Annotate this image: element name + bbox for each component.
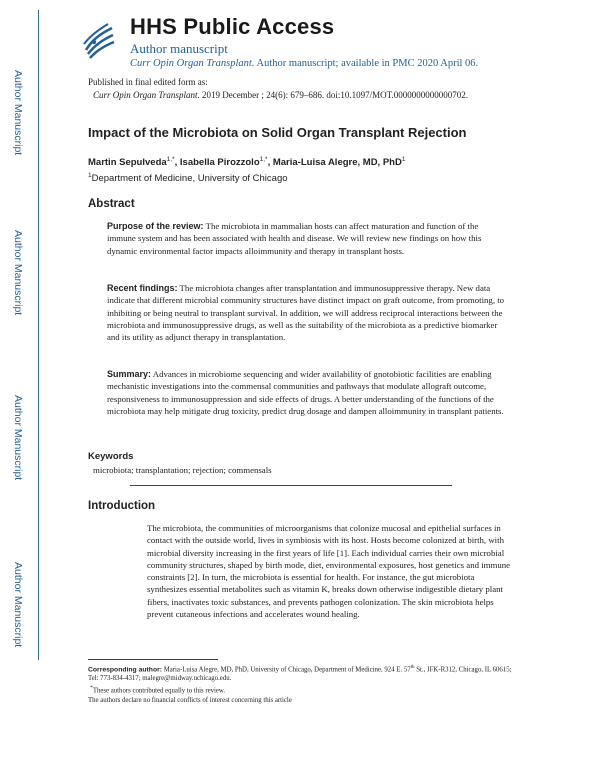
corresponding-sup: th: [410, 665, 415, 670]
introduction-heading: Introduction: [88, 500, 156, 512]
sidebar-label-author-manuscript: Author Manuscript: [12, 562, 24, 648]
sidebar-label-author-manuscript: Author Manuscript: [12, 70, 24, 156]
citation-line: [93, 90, 468, 100]
hhs-public-access-title: HHS Public Access: [130, 14, 335, 39]
affiliation-sup: 1: [88, 172, 92, 179]
author-sup: 1: [401, 156, 406, 163]
abstract-heading: Abstract: [88, 198, 135, 210]
abstract-findings: [107, 282, 507, 343]
author-manuscript-subtitle: Author manuscript: [130, 41, 228, 56]
keywords-text: microbiota; transplantation; rejection; commensals: [93, 465, 272, 475]
keywords-heading: Keywords: [88, 451, 134, 462]
abstract-purpose-label: Purpose of the review:: [107, 221, 204, 231]
abstract-purpose: [107, 220, 507, 257]
equal-contribution-note: [90, 685, 225, 694]
corresponding-label: Corresponding author:: [88, 666, 163, 674]
equal-text: These authors contributed equally to this review.: [92, 687, 226, 695]
abstract-findings-text: The microbiota changes after transplantation and immunosuppressive therapy. New data indicate that different microbial community structures have distinct impact on graft outcome, from promoting, to inhibiting or being neutral to transplant survival. In addition, we will address reciprocal interactions between the microbiota and immunosuppressive drugs, as well as the suitability of the microbiota as a predictive biomarker and its utility as adjunct therapy in transplantation.: [107, 283, 505, 343]
corresponding-text-b: St., JFK-R312, Chicago, IL 60615; Tel: 773-834-4317; malegre@midway.uchicago.edu.: [88, 666, 512, 683]
abstract-summary-label: Summary:: [107, 369, 152, 379]
author-name: Maria-Luisa Alegre, MD, PhD: [272, 157, 402, 169]
corresponding-author-note: [88, 663, 518, 683]
author-sup: 1,*: [166, 156, 175, 163]
footnote-divider: [88, 659, 218, 660]
sidebar-label-author-manuscript: Author Manuscript: [12, 230, 24, 316]
affiliation-text: Department of Medicine, University of Chicago: [91, 173, 288, 185]
author-name: Isabella Pirozzolo: [179, 157, 260, 169]
abstract-findings-label: Recent findings:: [107, 283, 178, 293]
published-label: Published in final edited form as:: [88, 77, 208, 87]
affiliation: [88, 172, 288, 184]
abstract-purpose-text: The microbiota in mammalian hosts can affect maturation and function of the immune system and has been associated with health and disease. We will review new findings on how this dynamic environmental factor impacts alloimmunity and therapy in transplant hosts.: [107, 221, 482, 256]
author-sup: 1,*: [259, 156, 268, 163]
availability-line: [130, 58, 478, 69]
conflict-note: The authors declare no financial conflicts of interest concerning this article: [88, 697, 292, 704]
availability-text: Author manuscript; available in PMC 2020 April 06.: [254, 58, 479, 69]
journal-name: Curr Opin Organ Transplant.: [130, 58, 255, 69]
author-name: Martin Sepulveda: [88, 157, 167, 169]
section-divider: [130, 485, 452, 486]
author-list: Martin Sepulveda$^{1,*}$, Isabella Pirozzolo$^{1,*}$, Maria-Luisa Alegre, MD, PhD$^1$: [88, 156, 406, 169]
citation-text: 2019 December ; 24(6): 679–686. doi:10.1097/MOT.0000000000000702.: [199, 90, 469, 100]
hhs-eagle-logo-icon: [80, 20, 116, 60]
corresponding-text-a: Maria-Luisa Alegre, MD, PhD, University of Chicago, Department of Medicine, 924 E. 57: [162, 666, 411, 674]
abstract-summary-text: Advances in microbiome sequencing and wider availability of gnotobiotic facilities are enabling mechanistic investigations into the commensal communities and pathways that modulate allograft outcome, responsiveness to immunosuppression and side effects of drugs. A better understanding of the functions of the microbiota may help mitigate drug toxicity, predict drug dosage and dampen alloimmunity in transplant patients.: [107, 369, 504, 416]
citation-journal: Curr Opin Organ Transplant.: [93, 90, 200, 100]
abstract-summary: [107, 368, 507, 417]
sidebar-label-author-manuscript: Author Manuscript: [12, 395, 24, 481]
article-title: Impact of the Microbiota on Solid Organ Transplant Rejection: [88, 125, 467, 140]
sidebar-divider: [38, 10, 39, 660]
introduction-paragraph: The microbiota, the communities of microorganisms that colonize mucosal and epithelial surfaces in contact with the outside world, lives in symbiosis with its host. Hosts become colonized at birth, with microbial diversity increasing in the first years of life [1]. Each individual carries their own microbial community structures, shaped by birth mode, diet, environmental exposures, host genetics and immune constraints [2]. In turn, the microbiota is essential for health. For instance, the gut microbiota synthesizes essential metabolites such as vitamin K, breaks down otherwise indigestible dietary plant fibers, inactivates toxic substances, and prevents pathogen colonization. The skin microbiota helps prevent cutaneous infections and accelerates wound healing.: [147, 523, 511, 620]
equal-sup: *: [90, 685, 93, 691]
